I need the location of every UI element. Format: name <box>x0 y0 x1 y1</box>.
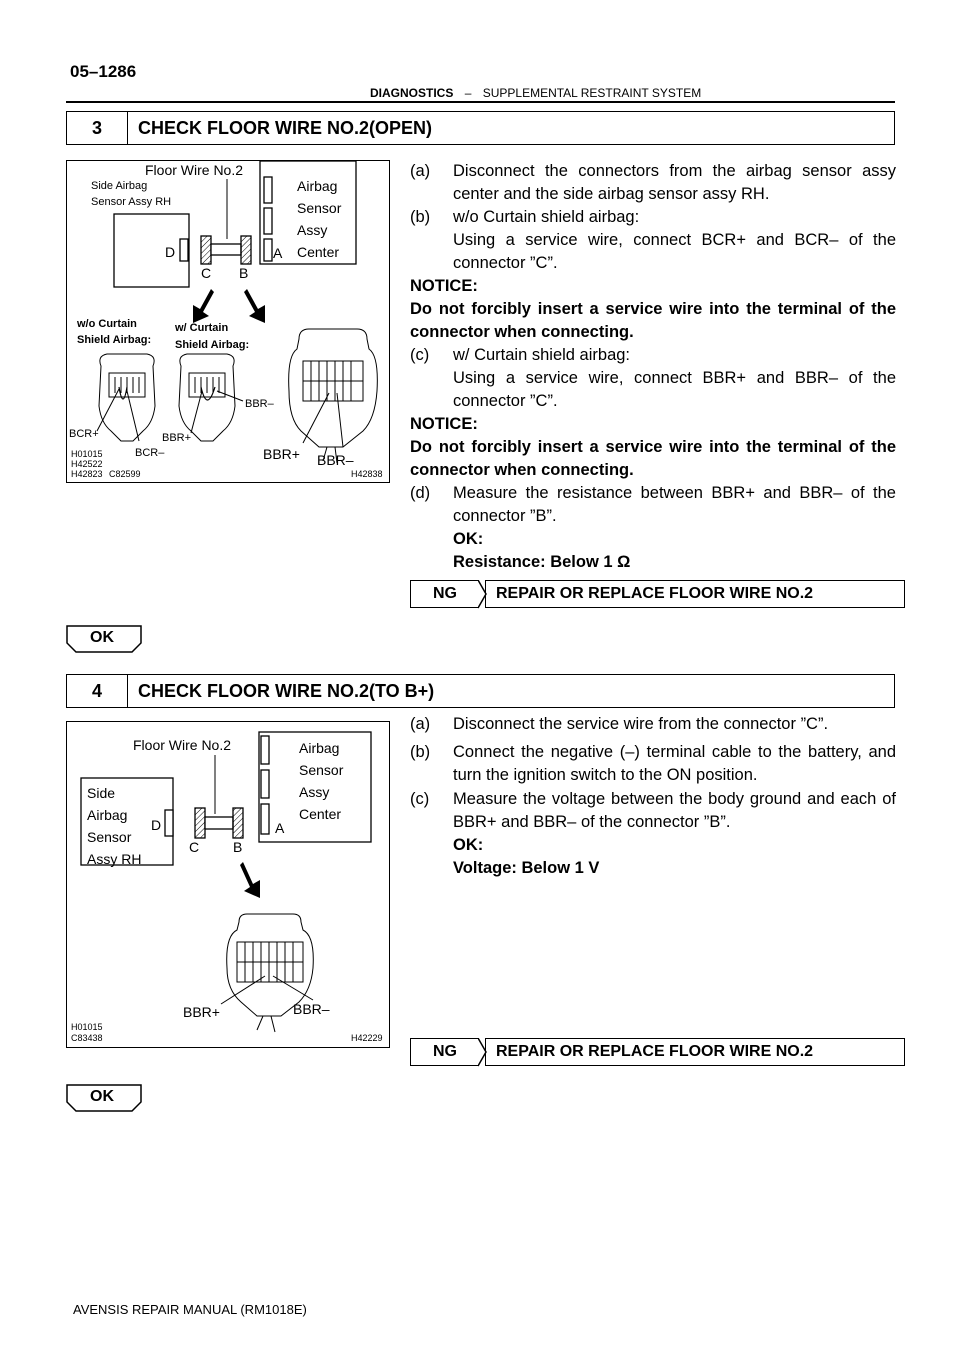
label-b: B <box>239 265 249 281</box>
bbr-plus-label: BBR+ <box>263 446 300 462</box>
arrow-down-left <box>193 289 214 323</box>
connector-b <box>241 236 251 264</box>
item-text: Disconnect the service wire from the connector ”C”. <box>453 715 829 733</box>
w-curtain-label-2: Shield Airbag: <box>175 339 250 351</box>
connector-c <box>195 808 205 838</box>
connector-small-middle <box>179 354 235 441</box>
center-label-3: Assy <box>299 784 330 800</box>
label-d: D <box>151 817 162 833</box>
center-slot <box>264 239 272 261</box>
item-label: (d) <box>410 484 431 502</box>
center-slot <box>261 770 269 798</box>
ng-action: REPAIR OR REPLACE FLOOR WIRE NO.2 <box>485 1038 905 1066</box>
side-label-3: Sensor <box>87 829 132 845</box>
side-label-2: Airbag <box>87 807 128 823</box>
step3-item-d <box>410 482 896 574</box>
step3-item-c <box>410 344 896 413</box>
wiring-diagram <box>67 722 389 1047</box>
item-label: (c) <box>410 790 430 808</box>
bbr-minus-leader <box>217 391 243 401</box>
bcr-minus-label: BCR– <box>135 447 165 459</box>
notice-title: NOTICE: <box>410 415 478 433</box>
ng-label: NG <box>410 580 479 608</box>
center-label-4: Center <box>299 806 342 822</box>
ok-text: OK <box>90 1088 114 1105</box>
ng-label: NG <box>410 1038 479 1066</box>
side-label-4: Assy RH <box>87 851 142 867</box>
header-separator: – <box>464 86 472 100</box>
bbr-plus-leader <box>221 976 265 1004</box>
connector-small-left <box>99 354 155 441</box>
w-curtain-label-1: w/ Curtain <box>175 322 229 334</box>
item-subtext-content: Using a service wire, connect BCR+ and BCR– of the connector ”C”. <box>453 231 896 272</box>
connector-b <box>233 808 243 838</box>
floor-wire-body <box>211 244 241 255</box>
label-a: A <box>275 820 285 836</box>
item-label: (a) <box>410 162 431 180</box>
item-subtext: Using a service wire, connect BBR+ and BBR– of the connector ”C”. <box>453 369 896 410</box>
item-text: Measure the resistance between BBR+ and BBR– of the connector ”B”. <box>453 484 896 525</box>
fig-code: C83438 <box>71 1033 103 1043</box>
item-label: (a) <box>410 715 431 733</box>
ok-value: Voltage: Below 1 V <box>453 859 600 877</box>
floor-wire-label: Floor Wire No.2 <box>145 162 244 178</box>
center-label-2: Sensor <box>297 200 342 216</box>
wo-curtain-label-1: w/o Curtain <box>77 318 137 330</box>
bcr-plus-label: BCR+ <box>69 428 99 440</box>
fig-code: H42522 <box>71 459 103 469</box>
item-text: w/o Curtain shield airbag: <box>453 208 640 226</box>
connector-d <box>180 239 188 261</box>
wo-curtain-label-2: Shield Airbag: <box>77 334 152 346</box>
fig-code: H01015 <box>71 1022 103 1032</box>
footer-text: AVENSIS REPAIR MANUAL (RM1018E) <box>73 1302 307 1317</box>
item-text: Disconnect the connectors from the airbag sensor assy center and the side airbag sensor assy RH. <box>453 162 896 203</box>
label-b: B <box>233 839 243 855</box>
item-text: Connect the negative (–) terminal cable to the battery, and turn the ignition switch to the ON position. <box>453 743 896 784</box>
ok-text: OK <box>90 629 114 646</box>
fig-code: H42229 <box>351 1033 383 1043</box>
step-title: CHECK FLOOR WIRE NO.2(OPEN) <box>138 117 433 138</box>
ok-label: OK: <box>453 836 484 854</box>
label-d: D <box>165 244 176 260</box>
fig-code: H42838 <box>351 469 383 479</box>
ok-value: Resistance: Below 1 Ω <box>453 553 631 571</box>
wiring-diagram <box>67 161 389 482</box>
step4-item-b <box>410 741 896 787</box>
connector-c <box>201 236 211 264</box>
bbr-plus-small-label: BBR+ <box>162 432 192 444</box>
ng-action: REPAIR OR REPLACE FLOOR WIRE NO.2 <box>485 580 905 608</box>
bcr-minus-leader <box>127 391 139 441</box>
center-slot <box>261 804 269 834</box>
fig-code: C82599 <box>109 469 141 479</box>
step3-item-a <box>410 160 896 206</box>
item-label: (c) <box>410 346 430 364</box>
ok-box-step3 <box>66 625 146 658</box>
bbr-plus-label: BBR+ <box>183 1004 220 1020</box>
step-number: 3 <box>67 112 128 144</box>
bbr-minus-label: BBR– <box>317 452 354 468</box>
fig-code: H42823 <box>71 469 103 479</box>
center-label-4: Center <box>297 244 340 260</box>
side-label-2: Sensor Assy RH <box>91 196 172 208</box>
ok-label: OK: <box>453 530 484 548</box>
center-label-2: Sensor <box>299 762 344 778</box>
figure-step-4 <box>66 721 390 1048</box>
header-rule <box>66 101 895 103</box>
label-a: A <box>273 245 283 261</box>
bbr-minus-small-label: BBR– <box>245 398 274 410</box>
center-slot <box>264 177 272 203</box>
center-slot <box>264 208 272 234</box>
item-text: w/ Curtain shield airbag: <box>453 346 631 364</box>
ok-box-step4 <box>66 1084 146 1117</box>
fig-code: H01015 <box>71 449 103 459</box>
arrow-down-right <box>244 289 265 323</box>
item-text: Measure the voltage between the body ground and each of BBR+ and BBR– of the connector ”B”. <box>453 790 896 831</box>
bbr-minus-label: BBR– <box>293 1001 330 1017</box>
item-label: (b) <box>410 743 431 761</box>
step4-item-c <box>410 788 896 880</box>
center-label-1: Airbag <box>297 178 338 194</box>
step-number: 4 <box>67 675 128 707</box>
notice-1 <box>410 275 896 344</box>
side-label-1: Side Airbag <box>91 180 148 192</box>
label-c: C <box>189 839 200 855</box>
step-3-header <box>66 111 895 145</box>
side-sensor-box <box>114 214 189 287</box>
notice-2 <box>410 413 896 482</box>
center-label-3: Assy <box>297 222 328 238</box>
connector-d <box>165 810 173 836</box>
section-title: DIAGNOSTICS <box>370 86 454 100</box>
notice-text: Do not forcibly insert a service wire into the terminal of the connector when connecting. <box>410 438 896 479</box>
step4-item-a <box>410 713 896 736</box>
item-label: (b) <box>410 208 431 226</box>
page-number: 05–1286 <box>70 62 137 81</box>
connector-large-right <box>289 329 378 463</box>
floor-wire-body <box>205 817 233 829</box>
center-label-1: Airbag <box>299 740 340 756</box>
item-subtext <box>453 229 896 275</box>
step-4-header <box>66 674 895 708</box>
label-c: C <box>201 265 212 281</box>
floor-wire-label: Floor Wire No.2 <box>133 737 232 753</box>
bcr-plus-leader <box>97 389 119 431</box>
center-slot <box>261 736 269 764</box>
step3-item-b <box>410 206 896 275</box>
figure-step-3 <box>66 160 390 483</box>
notice-title: NOTICE: <box>410 277 478 295</box>
arrow-down-right <box>240 862 260 898</box>
notice-text: Do not forcibly insert a service wire into the terminal of the connector when connecting. <box>410 300 896 341</box>
subsection-title: SUPPLEMENTAL RESTRAINT SYSTEM <box>482 86 702 100</box>
running-header <box>370 86 701 100</box>
side-label-1: Side <box>87 785 116 801</box>
step-title: CHECK FLOOR WIRE NO.2(TO B+) <box>138 680 435 701</box>
